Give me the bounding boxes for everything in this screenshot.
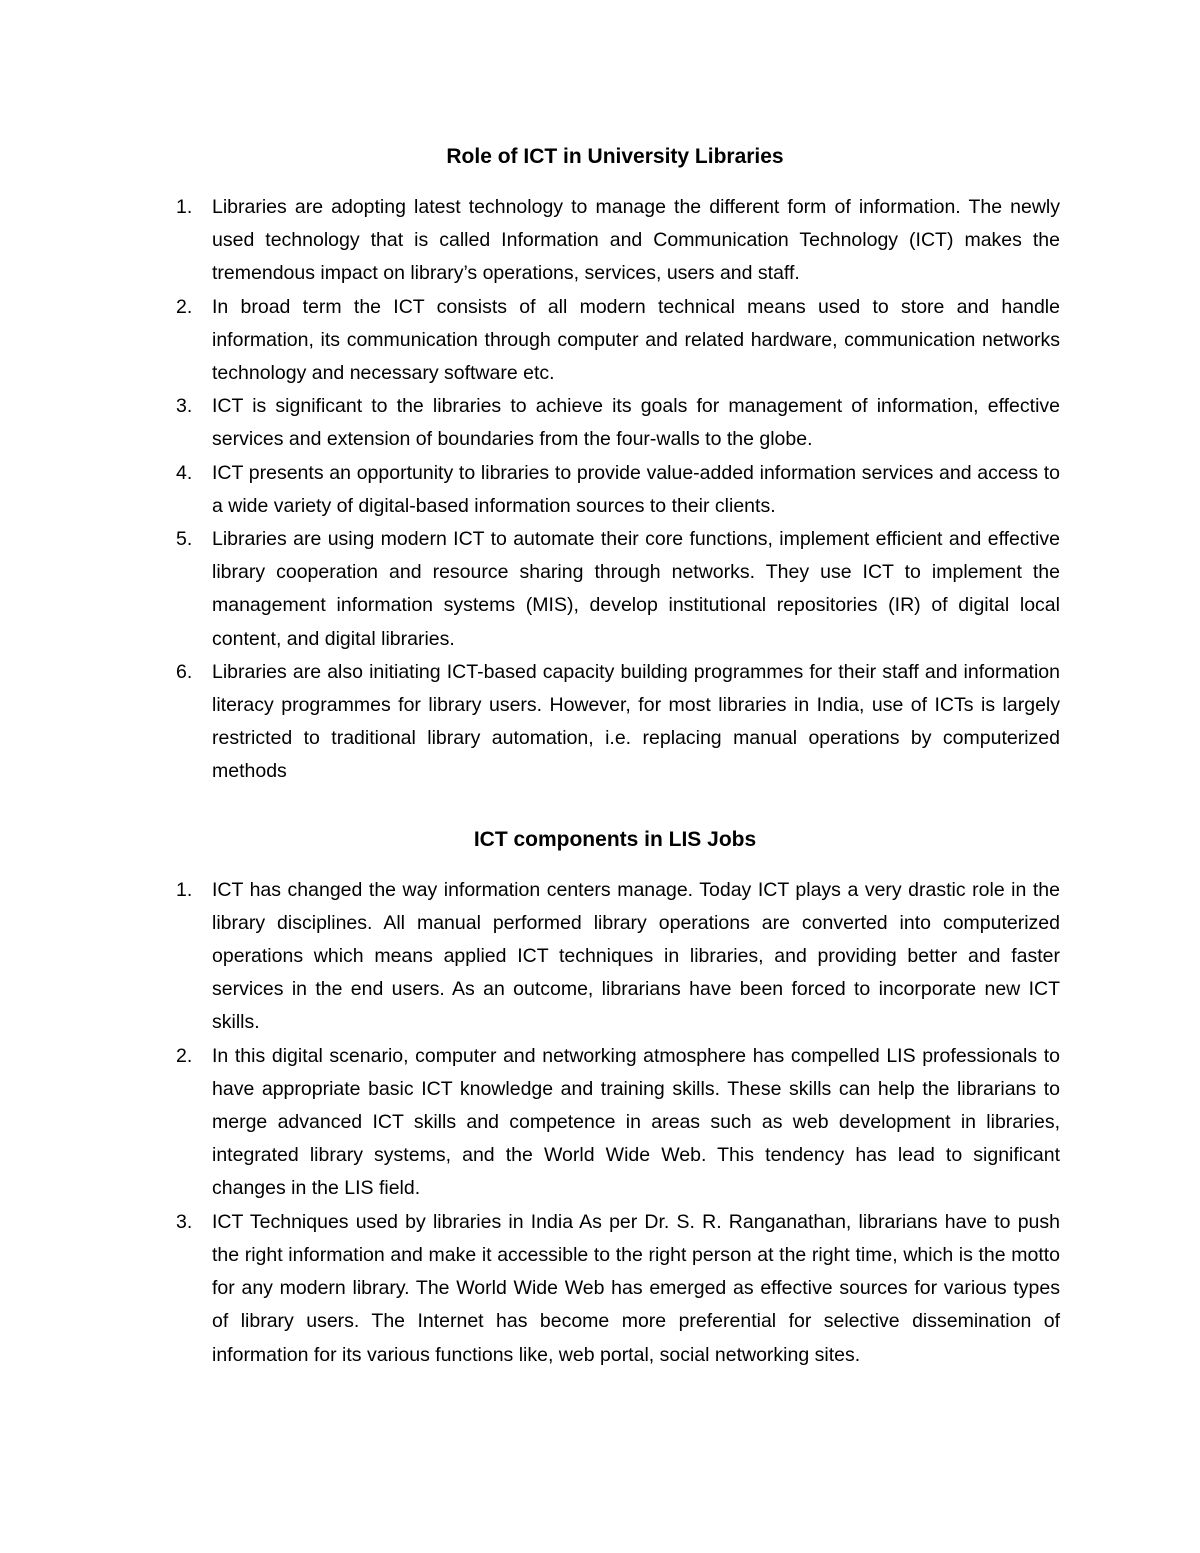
list-item-number: 3.	[176, 395, 193, 418]
list-item-number: 6.	[176, 660, 193, 683]
list-item	[170, 191, 1060, 291]
role-of-ict-list	[170, 191, 1060, 789]
ict-components-list	[170, 874, 1060, 1372]
list-item-text: ICT presents an opportunity to libraries to provide value-added information services and access to a wide variety of digital-based information sources to their clients.	[212, 461, 1060, 517]
list-item-number: 5.	[176, 528, 193, 551]
list-item-number: 1.	[176, 196, 193, 218]
list-item-text: In broad term the ICT consists of all modern technical means used to store and handle information, its communication through computer and related hardware, communication networks technology and necessary software etc.	[212, 295, 1060, 385]
list-item-text: Libraries are also initiating ICT-based capacity building programmes for their staff and information literacy programmes for library users. However, for most libraries in India, use of ICTs is largely restricted to traditional library automation, i.e. replacing manual operations by computerized methods	[212, 660, 1060, 783]
list-item	[170, 1040, 1060, 1206]
document-content	[170, 140, 1060, 1372]
list-item	[170, 874, 1060, 1040]
list-item	[170, 1206, 1060, 1372]
list-item-number: 2.	[176, 295, 193, 318]
list-item-text: Libraries are adopting latest technology to manage the different form of information. The newly used technology that is called Information and Communication Technology (ICT) makes the tremendous impact on library’s operations, services, users and staff.	[212, 196, 1060, 285]
list-item-text: ICT Techniques used by libraries in India As per Dr. S. R. Ranganathan, librarians have to push the right information and make it accessible to the right person at the right time, which is the motto for any modern library. The World Wide Web has emerged as effective sources for various types of library users. The Internet has become more preferential for selective dissemination of information for its various functions like, web portal, social networking sites.	[212, 1210, 1060, 1366]
list-item-text: ICT is significant to the libraries to achieve its goals for management of information, effective services and extension of boundaries from the four-walls to the globe.	[212, 395, 1060, 451]
list-item-text: ICT has changed the way information centers manage. Today ICT plays a very drastic role in the library disciplines. All manual performed library operations are converted into computerized operations which means applied ICT techniques in libraries, and providing better and faster services in the end users. As an outcome, librarians have been forced to incorporate new ICT skills.	[212, 878, 1060, 1034]
list-item-text: In this digital scenario, computer and networking atmosphere has compelled LIS professionals to have appropriate basic ICT knowledge and training skills. These skills can help the librarians to merge advanced ICT skills and competence in areas such as web development in libraries, integrated library systems, and the World Wide Web. This tendency has lead to significant changes in the LIS field.	[212, 1044, 1060, 1200]
list-item	[170, 390, 1060, 456]
list-item-number: 2.	[176, 1044, 193, 1067]
list-item-number: 3.	[176, 1210, 193, 1233]
list-item-number: 1.	[176, 878, 193, 901]
section-title-role-of-ict: Role of ICT in University Libraries	[446, 145, 784, 168]
list-item	[170, 523, 1060, 656]
list-item-number: 4.	[176, 461, 193, 484]
list-item	[170, 457, 1060, 523]
list-item	[170, 656, 1060, 789]
section-title-ict-components: ICT components in LIS Jobs	[473, 827, 757, 851]
list-item	[170, 291, 1060, 391]
list-item-text: Libraries are using modern ICT to automate their core functions, implement efficient and effective library cooperation and resource sharing through networks. They use ICT to implement the management information systems (MIS), develop institutional repositories (IR) of digital local content, and digital libraries.	[212, 528, 1060, 650]
